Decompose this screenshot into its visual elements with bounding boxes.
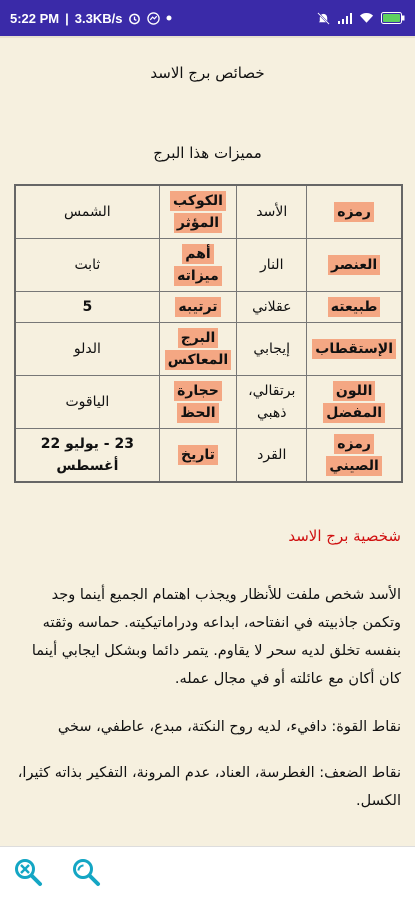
article-content[interactable]	[0, 38, 415, 846]
table-cell: عقلاني	[237, 292, 307, 323]
table-cell: الكوكب المؤثر	[159, 185, 237, 239]
table-cell: العنصر	[307, 239, 402, 292]
dot-icon	[166, 15, 172, 21]
zoom-in-icon	[71, 857, 101, 891]
table-row	[15, 376, 402, 429]
page-title: خصائص برج الاسد	[150, 64, 265, 82]
messenger-icon	[147, 12, 160, 25]
paragraph-strengths: نقاط القوة: دافيء، لديه روح النكتة، مبدع، عاطفي، سخي	[57, 719, 401, 735]
table-cell: إيجابي	[237, 323, 307, 376]
table-cell: البرج المعاكس	[159, 323, 237, 376]
table-cell: النار	[237, 239, 307, 292]
table-cell: الإستقطاب	[307, 323, 402, 376]
paragraph-weaknesses: نقاط الضعف: الغطرسة، العناد، عدم المرونة، التفكير بذاته كثيرا، الكسل.	[17, 765, 401, 809]
table-row	[15, 185, 402, 239]
page-subtitle: مميزات هذا البرج	[153, 144, 262, 162]
status-speed: 3.3KB/s	[74, 10, 123, 26]
bottom-toolbar	[0, 846, 415, 900]
status-bar: 5:22 PM | 3.3KB/s	[0, 0, 415, 36]
mute-icon	[317, 12, 330, 25]
table-cell: ثابت	[15, 239, 159, 292]
table-cell: طبيعته	[307, 292, 402, 323]
zoom-out-icon	[13, 857, 43, 891]
table-cell: 23 - يوليو 22 أغسطس	[15, 429, 159, 483]
table-cell: الأسد	[237, 185, 307, 239]
status-time: 5:22 PM	[10, 10, 60, 26]
wifi-icon	[359, 12, 374, 24]
table-cell: برتقالي، ذهبي	[237, 376, 307, 429]
signal-icon	[337, 12, 352, 25]
table-cell: أهم ميزاته	[159, 239, 237, 292]
table-row	[15, 292, 402, 323]
table-row	[15, 323, 402, 376]
table-cell: حجارة الحظ	[159, 376, 237, 429]
table-cell: الدلو	[15, 323, 159, 376]
table-cell: الشمس	[15, 185, 159, 239]
table-cell: الياقوت	[15, 376, 159, 429]
alarm-icon	[128, 12, 141, 25]
table-row	[15, 239, 402, 292]
section-title: شخصية برج الاسد	[288, 527, 401, 545]
table-cell: اللون المفضل	[307, 376, 402, 429]
table-cell: تاريخ	[159, 429, 237, 483]
zoom-out-button[interactable]	[12, 858, 44, 890]
table-cell: رمزه الصيني	[307, 429, 402, 483]
table-cell: رمزه	[307, 185, 402, 239]
zoom-in-button[interactable]	[70, 858, 102, 890]
table-cell: ترتيبه	[159, 292, 237, 323]
zodiac-table	[14, 184, 403, 483]
battery-icon	[381, 12, 405, 24]
table-cell: 5	[15, 292, 159, 323]
table-cell: القرد	[237, 429, 307, 483]
paragraph-personality: الأسد شخص ملفت للأنظار ويجذب اهتمام الجميع أينما وجد وتكمن جاذبيته في انفتاحه، ابداعه ودراماتيكيته. حماسه وثقته بنفسه تخلق لديه سحر لا يقاوم. يتمر دائما وبشكل ايجابي أينما كان أكان مع عائلته أو في مجال عمله.	[31, 587, 401, 687]
table-row	[15, 429, 402, 483]
